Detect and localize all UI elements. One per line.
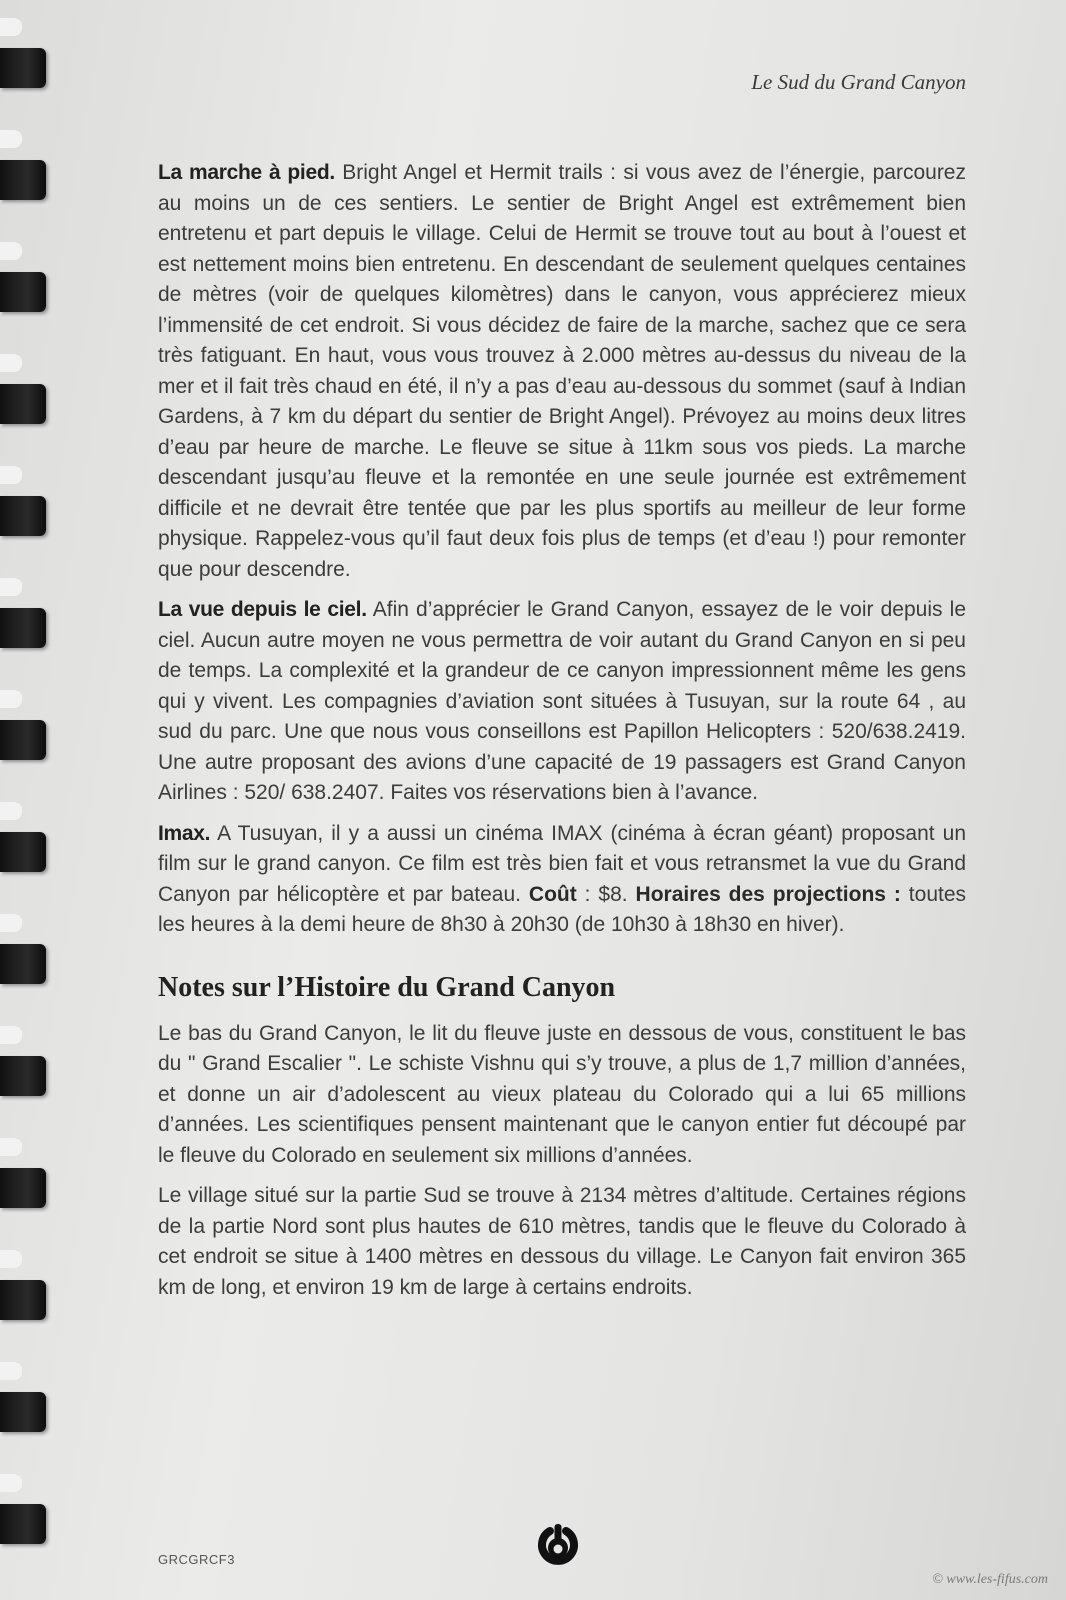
binding-ring [0, 1392, 46, 1432]
paragraph-lead: Imax. [158, 821, 211, 845]
paragraph-text: A Tusuyan, il y a aussi un cinéma IMAX (cinéma à écran géant) proposant un film sur le grand canyon. Ce film est très bien fait et vous retransmet la vue du Grand Canyon par hélicoptère et par bateau. [158, 821, 966, 906]
binding-hole [0, 466, 22, 484]
binding-hole [0, 1362, 22, 1380]
schedule-label: Horaires des projections : [635, 882, 901, 906]
paragraph-text: Bright Angel et Hermit trails : si vous avez de l’énergie, parcourez au moins un de ces sentiers. Le sentier de Bright Angel est extrêmement bien entretenu et part depuis le village. Celui de Hermit se trouve tout au bout à l’ouest et est nettement moins bien entretenu. En descendant de seulement quelques centaines de mètres (voir de quelques kilomètres) dans le canyon, vous apprécierez mieux l’immensité de cet endroit. Si vous décidez de faire de la marche, sachez que ce sera très fatiguant. En haut, vous vous trouvez à 2.000 mètres au-dessus du niveau de la mer et il fait très chaud en été, il n’y a pas d’eau au-dessous du sommet (sauf à Indian Gardens, à 7 km du départ du sentier de Bright Angel). Prévoyez au moins deux litres d’eau par heure de marche. Le fleuve se situe à 11km sous vos pieds. La marche descendant jusqu’au fleuve et la remontée en une seule journée est extrêmement difficile et ne devrait être tentée que par les plus sportifs au meilleur de leur forme physique. Rappelez-vous qu’il faut deux fois plus de temps (et d’eau !) pour remonter que pour descendre. [158, 161, 966, 581]
paragraph-lead: La marche à pied. [158, 161, 335, 184]
paragraph-lead: La vue depuis le ciel. [158, 598, 367, 621]
page-body [158, 158, 966, 1313]
binding-hole [0, 130, 22, 148]
binding-hole [0, 18, 22, 36]
paragraph-marche [158, 158, 966, 585]
paragraph-imax [158, 819, 966, 941]
footer-code: GRCGRCF3 [158, 1552, 235, 1567]
binding-ring [0, 832, 46, 872]
running-head: Le Sud du Grand Canyon [751, 70, 966, 94]
watermark: © www.les-fifus.com [932, 1572, 1048, 1587]
binding-hole [0, 690, 22, 708]
paragraph-text: Afin d’apprécier le Grand Canyon, essayez de le voir depuis le ciel. Aucun autre moyen ne vous permettra de voir autant du Grand Canyon en si peu de temps. La complexité et la grandeur de ce canyon impressionnent même les gens qui y vivent. Les compagnies d’aviation sont situées à Tusuyan, sur la route 64 , au sud du parc. Une que nous vous conseillons est Papillon Helicopters : 520/638.2419. Une autre proposant des avions d’une capacité de 19 passagers est Grand Canyon Airlines : 520/ 638.2407. Faites vos réservations bien à l’avance. [158, 598, 966, 804]
paragraph-text: toutes les heures à la demi heure de 8h30 à 20h30 (de 10h30 à 18h30 en hiver). [158, 882, 967, 936]
binding-hole [0, 354, 22, 372]
binding-hole [0, 1250, 22, 1268]
binding-ring [0, 944, 46, 984]
power-logo-icon [536, 1522, 580, 1566]
binding-hole [0, 242, 22, 260]
binding-hole [0, 578, 22, 596]
binding-ring [0, 720, 46, 760]
binding-ring [0, 496, 46, 536]
spiral-binding [0, 0, 60, 1600]
section-title: Notes sur l’Histoire du Grand Canyon [158, 971, 616, 1003]
binding-hole [0, 1026, 22, 1044]
binding-ring [0, 1280, 46, 1320]
cost-label: Coût [528, 882, 577, 906]
binding-ring [0, 1168, 46, 1208]
history-paragraph: Le bas du Grand Canyon, le lit du fleuve juste en dessous de vous, constituent le bas du " Grand Escalier ". Le schiste Vishnu qui s’y trouve, a plus de 1,7 million d’années, et donne un air d’adolescent au vieux plateau du Colorado qui a lui 65 millions d’années. Les scientifiques pensent maintenant que le canyon entier fut découpé par le fleuve du Colorado en seulement six millions d’années. [158, 1021, 966, 1167]
binding-ring [0, 48, 46, 88]
power-logo-svg [536, 1522, 580, 1566]
paragraph-vue-ciel [158, 595, 966, 809]
paragraph-text: : $8. [576, 882, 636, 906]
binding-ring [0, 272, 46, 312]
binding-ring [0, 608, 46, 648]
binding-ring [0, 384, 46, 424]
binding-ring [0, 160, 46, 200]
binding-ring [0, 1504, 46, 1544]
binding-ring [0, 1056, 46, 1096]
history-paragraph: Le village situé sur la partie Sud se trouve à 2134 mètres d’altitude. Certaines régions de la partie Nord sont plus hautes de 610 mètres, tandis que le fleuve du Colorado à cet endroit se situe à 1400 mètres en dessous du village. Le Canyon fait environ 365 km de long, et environ 19 km de large à certains endroits. [158, 1184, 966, 1299]
binding-hole [0, 914, 22, 932]
binding-hole [0, 802, 22, 820]
binding-hole [0, 1474, 22, 1492]
binding-hole [0, 1138, 22, 1156]
